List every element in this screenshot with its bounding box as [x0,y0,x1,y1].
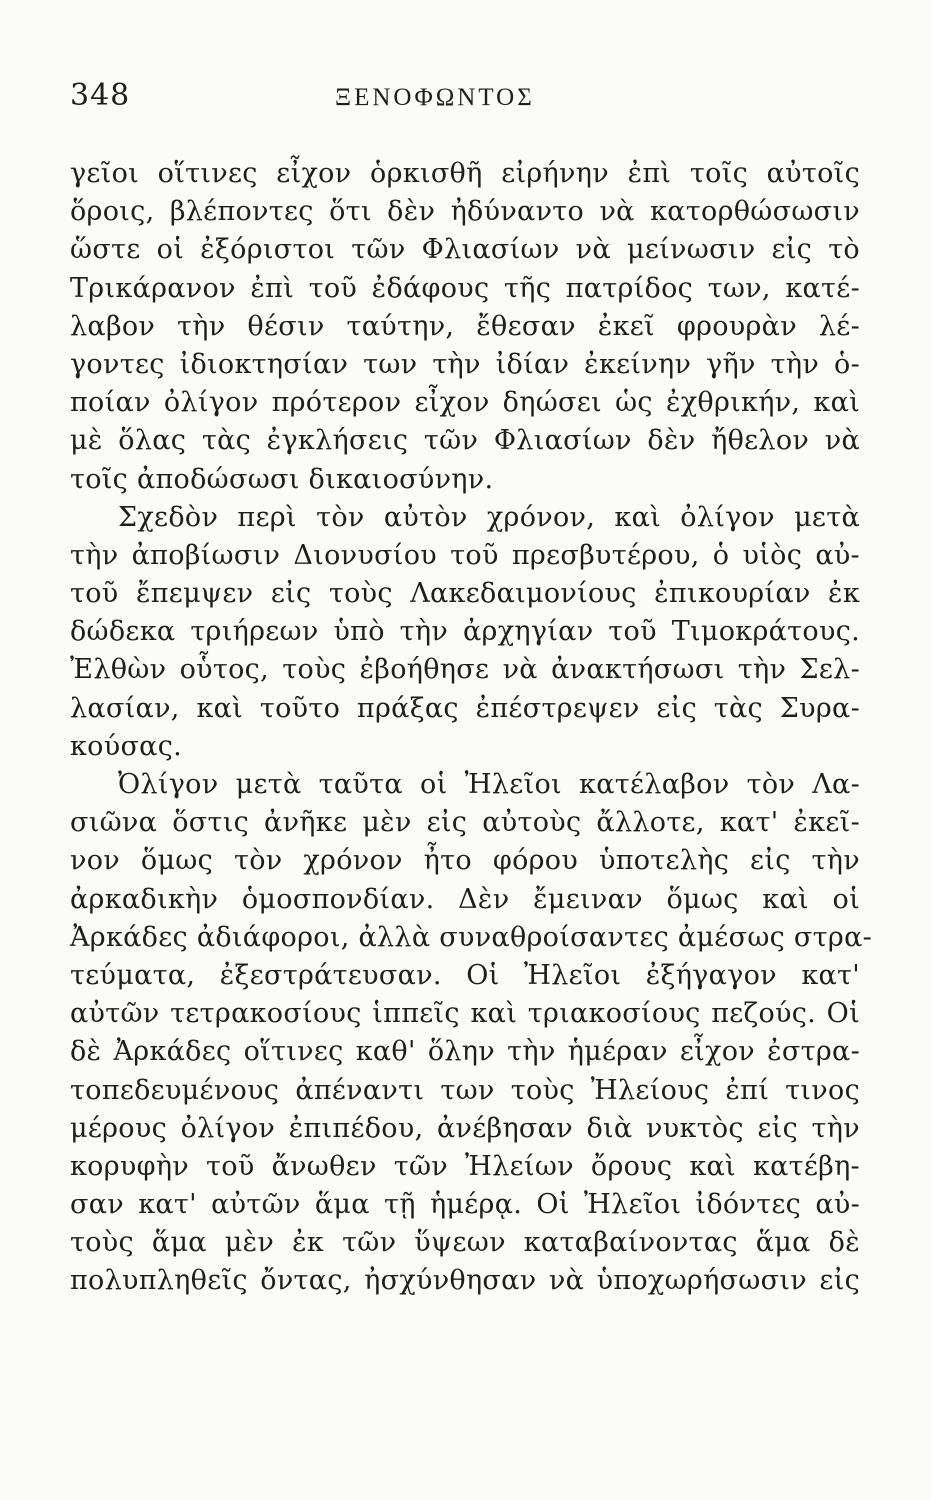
text-line: ὥστε οἱ ἐξόριστοι τῶν Φλιασίων νὰ μείνωσιν εἰς τὸ [70,234,860,266]
text-line: τεύματα, ἐξεστράτευσαν. Οἱ Ἠλεῖοι ἐξήγαγον κατ' [70,959,860,991]
text-line: ἀρκαδικὴν ὁμοσπονδίαν. Δὲν ἔμειναν ὅμως καὶ οἱ [70,883,860,915]
page-header [70,78,860,118]
text-line: ποίαν ὀλίγον πρότερον εἶχον δηώσει ὡς ἐχθρικήν, καὶ [70,387,860,419]
running-head: ΞΕΝΟΦΩΝΤΟΣ [335,84,535,111]
text-line: κορυφὴν τοῦ ἄνωθεν τῶν Ἠλείων ὄρους καὶ κατέβη- [70,1150,860,1182]
text-line: λαβον τὴν θέσιν ταύτην, ἔθεσαν ἐκεῖ φρουρὰν λέ- [70,310,860,342]
page-number: 348 [70,78,131,113]
text-line: μέρους ὀλίγον ἐπιπέδου, ἀνέβησαν διὰ νυκτὸς εἰς τὴν [70,1112,860,1144]
text-line: σαν κατ' αὐτῶν ἅμα τῇ ἡμέρᾳ. Οἱ Ἠλεῖοι ἰδόντες αὐ- [70,1189,860,1221]
text-line: γεῖοι οἵτινες εἶχον ὁρκισθῆ εἰρήνην ἐπὶ τοῖς αὐτοῖς [70,158,860,189]
body-text [70,155,873,1301]
text-line: πολυπληθεῖς ὄντας, ἠσχύνθησαν νὰ ὑποχωρήσωσιν εἰς [70,1265,860,1297]
text-line: αὐτῶν τετρακοσίους ἱππεῖς καὶ τριακοσίους πεζούς. Οἱ [70,998,860,1030]
text-line: ὅροις, βλέποντες ὅτι δὲν ἠδύναντο νὰ κατορθώσωσιν [70,196,860,228]
text-line: τοῖς ἀποδώσωσι δικαιοσύνην. [70,463,494,495]
text-line: γοντες ἰδιοκτησίαν των τὴν ἰδίαν ἐκείνην γῆν τὴν ὁ- [70,348,860,380]
text-line: μὲ ὅλας τὰς ἐγκλήσεις τῶν Φλιασίων δὲν ἤθελον νὰ [70,425,860,457]
text-line: δώδεκα τριήρεων ὑπὸ τὴν ἀρχηγίαν τοῦ Τιμοκράτους. [70,616,860,648]
text-line: δὲ Ἀρκάδες οἵτινες καθ' ὅλην τὴν ἡμέραν εἶχον ἐστρα- [70,1036,860,1068]
text-line: τὴν ἀποβίωσιν Διονυσίου τοῦ πρεσβυτέρου, ὁ υἱὸς αὐ- [70,539,860,571]
text-line: τοπεδευμένους ἀπέναντι των τοὺς Ἠλείους ἐπί τινος [70,1074,860,1106]
text-line: Ἀρκάδες ἀδιάφοροι, ἀλλὰ συναθροίσαντες ἀμέσως στρα- [70,921,873,953]
text-line: λασίαν, καὶ τοῦτο πράξας ἐπέστρεψεν εἰς τὰς Συρα- [70,692,860,724]
text-line: Ὀλίγον μετὰ ταῦτα οἱ Ἠλεῖοι κατέλαβον τὸν Λα- [118,769,860,800]
text-line: κούσας. [70,730,183,762]
text-line: νον ὅμως τὸν χρόνον ἦτο φόρου ὑποτελὴς εἰς τὴν [70,845,860,877]
text-line: τοὺς ἅμα μὲν ἐκ τῶν ὕψεων καταβαίνοντας ἅμα δὲ [70,1227,860,1259]
text-line: τοῦ ἔπεμψεν εἰς τοὺς Λακεδαιμονίους ἐπικουρίαν ἐκ [70,578,860,610]
text-line: σιῶνα ὅστις ἀνῆκε μὲν εἰς αὐτοὺς ἄλλοτε, κατ' ἐκεῖ- [70,807,860,839]
text-line: Ἐλθὼν οὗτος, τοὺς ἐβοήθησε νὰ ἀνακτήσωσι τὴν Σελ- [70,654,860,686]
text-line: Σχεδὸν περὶ τὸν αὐτὸν χρόνον, καὶ ὀλίγον μετὰ [118,501,860,533]
text-line: Τρικάρανον ἐπὶ τοῦ ἐδάφους τῆς πατρίδος των, κατέ- [70,272,860,304]
